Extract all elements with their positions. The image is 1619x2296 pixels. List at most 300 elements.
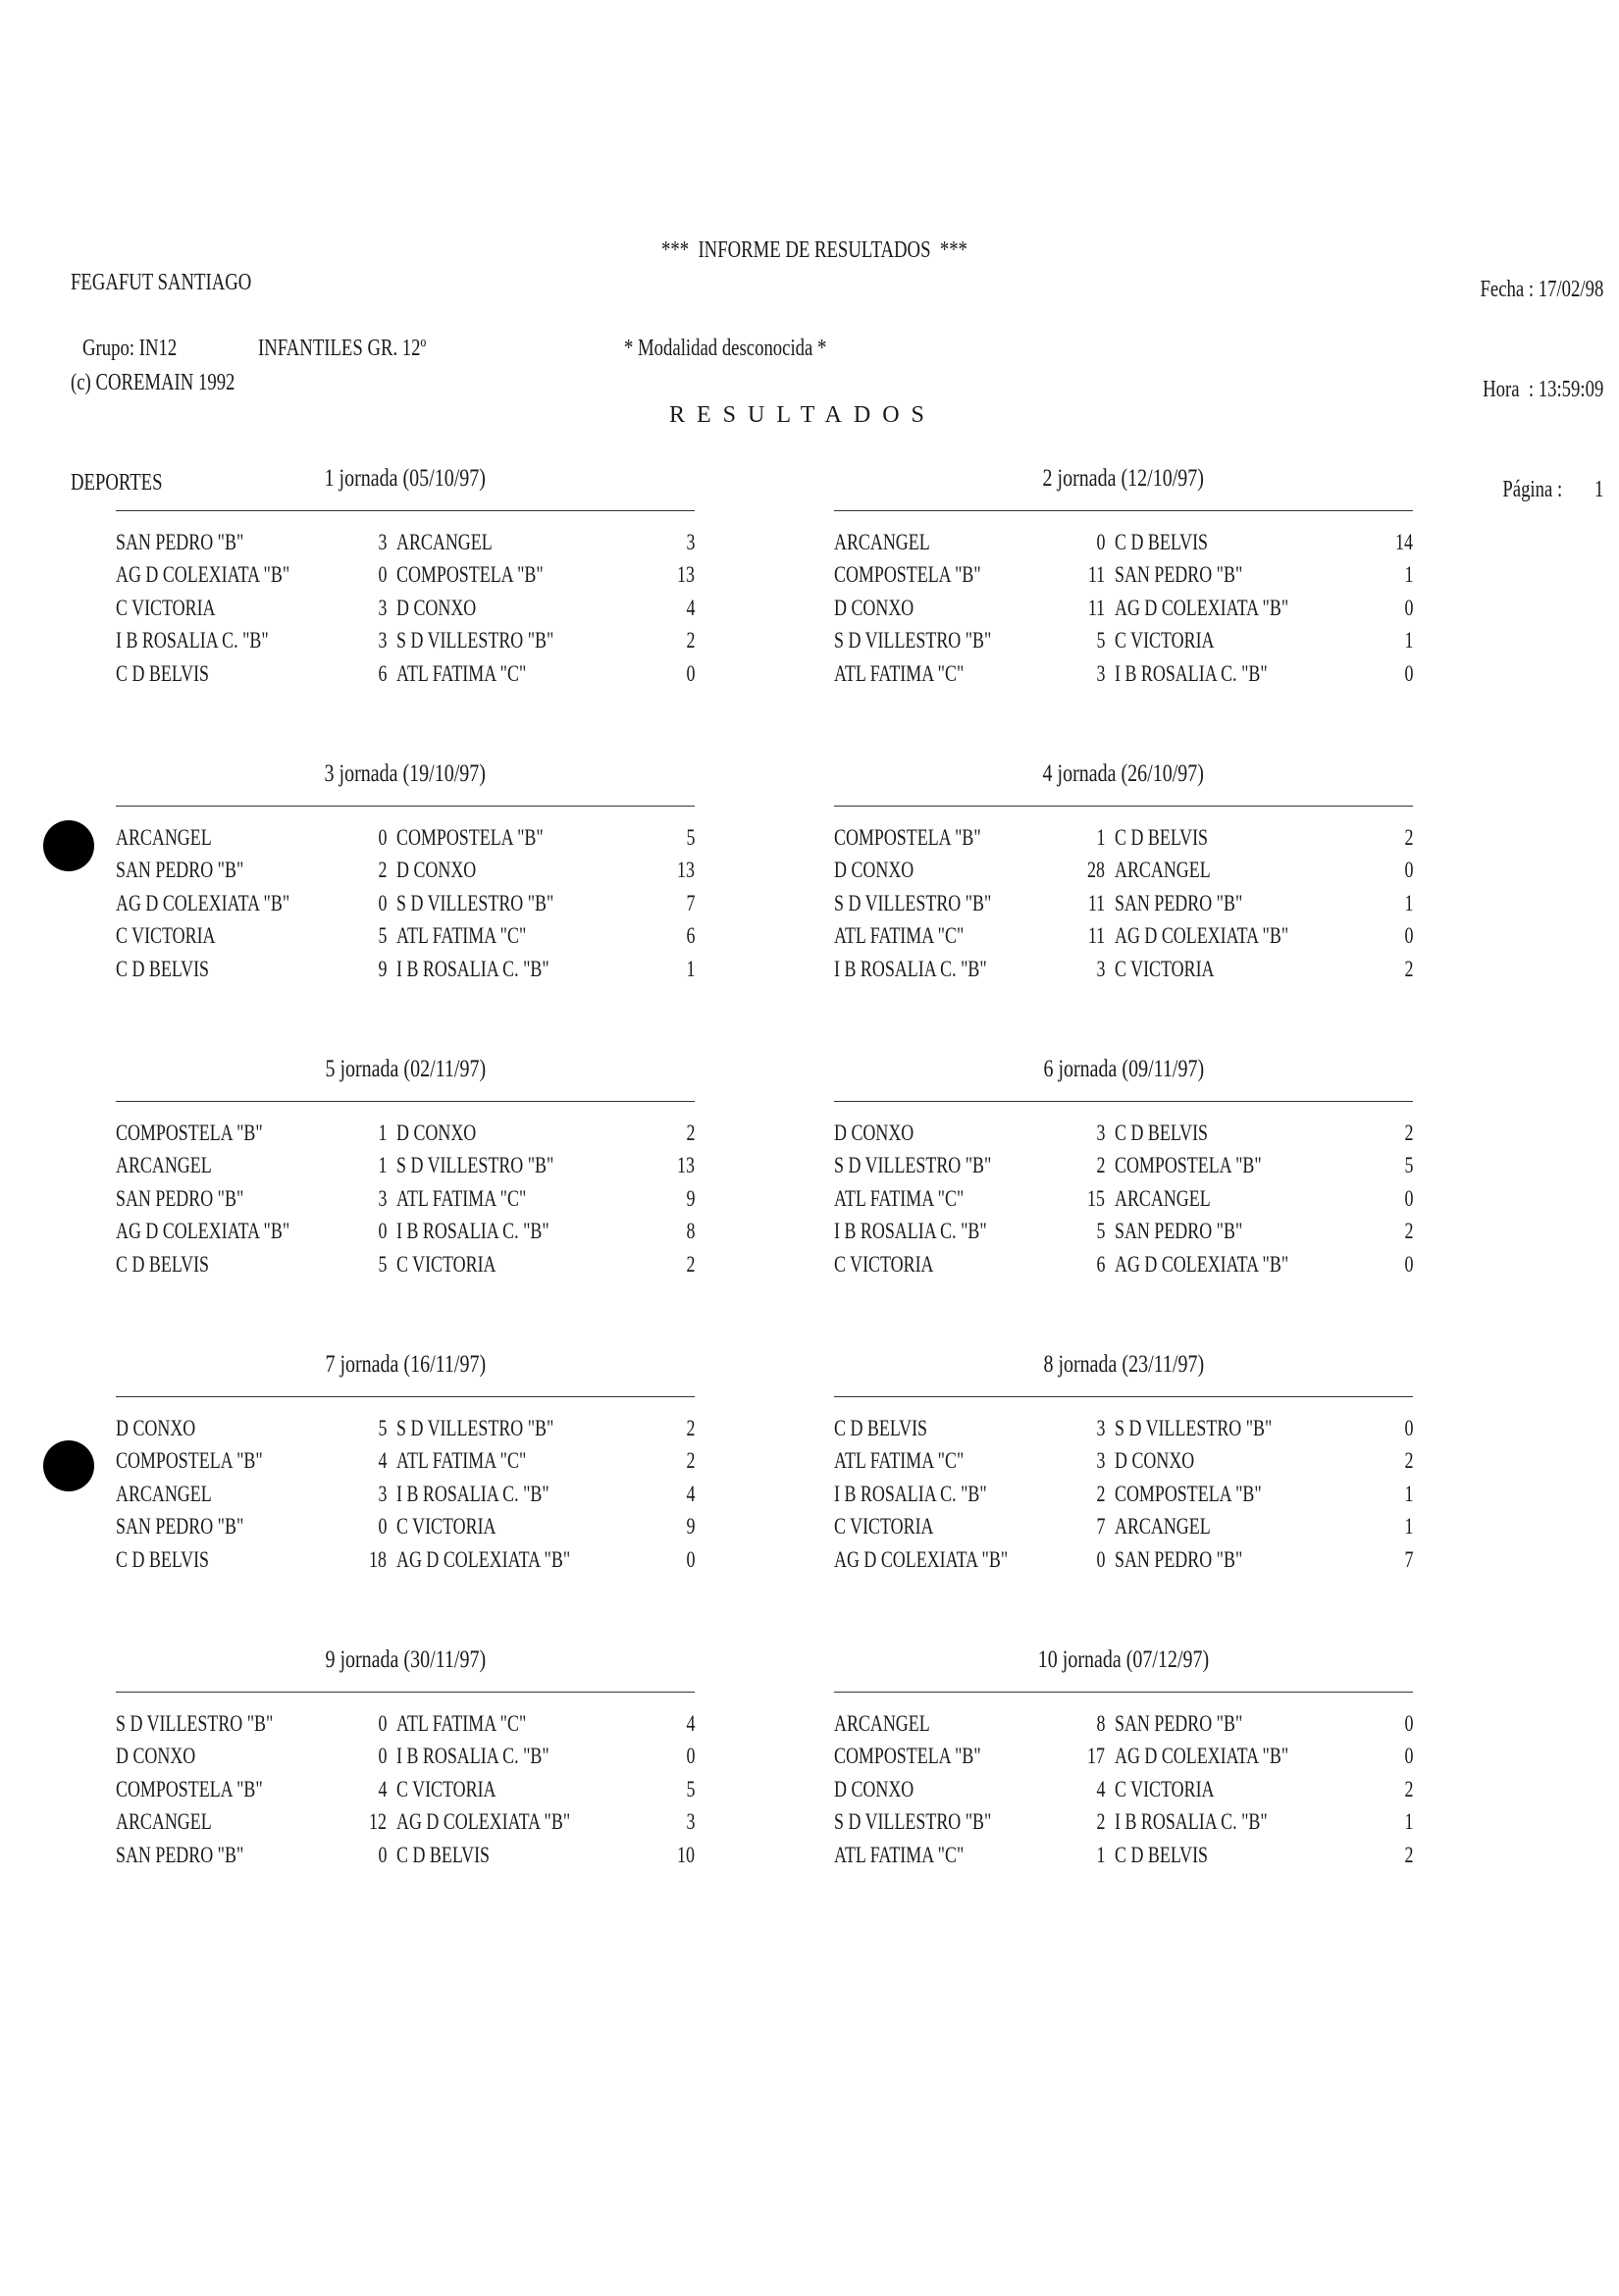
home-goals: 6	[1096, 1251, 1105, 1277]
jornada-divider	[834, 1692, 1413, 1693]
match-row	[834, 858, 1413, 890]
home-goals: 3	[378, 628, 387, 653]
away-team: AG D COLEXIATA "B"	[396, 1546, 571, 1572]
match-row	[116, 1809, 695, 1842]
match-row	[116, 530, 695, 562]
away-goals: 0	[1404, 595, 1413, 620]
away-team: C D BELVIS	[396, 1842, 491, 1867]
away-goals: 0	[1404, 1251, 1413, 1277]
away-team: C D BELVIS	[1115, 1842, 1209, 1867]
home-goals: 11	[1087, 562, 1105, 588]
away-goals: 7	[1404, 1546, 1413, 1572]
away-team: AG D COLEXIATA "B"	[396, 1809, 571, 1835]
away-goals: 5	[686, 1776, 695, 1801]
away-team: C D BELVIS	[1115, 1121, 1209, 1145]
jornada-block	[834, 465, 1413, 701]
away-goals: 0	[1404, 660, 1413, 686]
away-goals: 8	[686, 1219, 695, 1244]
away-goals: 0	[1404, 1185, 1413, 1211]
away-team: ATL FATIMA "C"	[396, 923, 527, 949]
jornada-title	[116, 1646, 695, 1674]
match-row	[834, 1252, 1413, 1284]
home-team: C D BELVIS	[834, 1416, 928, 1440]
home-team: ATL FATIMA "C"	[834, 1448, 965, 1474]
group-name: INFANTILES GR. 12º	[258, 336, 427, 361]
away-goals: 1	[686, 956, 695, 981]
home-goals: 4	[1096, 1776, 1105, 1801]
away-goals: 0	[686, 660, 695, 686]
home-team: COMPOSTELA "B"	[834, 825, 981, 850]
home-team: SAN PEDRO "B"	[116, 1514, 244, 1539]
punch-hole	[43, 820, 94, 871]
away-goals: 2	[686, 1416, 695, 1440]
away-team: AG D COLEXIATA "B"	[1115, 595, 1289, 620]
jornada-block	[834, 1646, 1413, 1882]
home-team: I B ROSALIA C. "B"	[116, 628, 269, 653]
match-row	[116, 1186, 695, 1219]
match-row	[834, 1711, 1413, 1744]
match-row	[116, 957, 695, 989]
home-team: ATL FATIMA "C"	[834, 1842, 965, 1867]
away-goals: 0	[1404, 1744, 1413, 1769]
away-team: C VICTORIA	[396, 1514, 496, 1539]
jornada-title	[834, 1056, 1413, 1083]
home-goals: 18	[369, 1546, 387, 1572]
match-row	[834, 1416, 1413, 1448]
away-team: I B ROSALIA C. "B"	[396, 956, 549, 981]
away-goals: 2	[1404, 1842, 1413, 1867]
away-goals: 4	[686, 1711, 695, 1736]
away-team: SAN PEDRO "B"	[1115, 1546, 1243, 1572]
away-goals: 2	[1404, 1448, 1413, 1474]
match-row	[116, 1219, 695, 1251]
punch-hole	[43, 1440, 94, 1491]
home-team: COMPOSTELA "B"	[834, 562, 981, 588]
away-team: D CONXO	[396, 858, 477, 883]
copyright: (c) COREMAIN 1992	[71, 370, 235, 395]
away-goals: 1	[1404, 628, 1413, 653]
match-row	[116, 1547, 695, 1580]
match-row	[116, 825, 695, 858]
home-team: D CONXO	[834, 1121, 914, 1145]
jornada-title-text: 4 jornada (26/10/97)	[1042, 760, 1205, 787]
away-team: I B ROSALIA C. "B"	[1115, 1809, 1268, 1835]
home-team: S D VILLESTRO "B"	[834, 628, 992, 653]
home-goals: 3	[1096, 956, 1105, 981]
jornada-title	[834, 465, 1413, 493]
page-number: Página : 1	[1502, 477, 1603, 502]
away-goals: 2	[1404, 1776, 1413, 1801]
group-code: Grupo: IN12	[82, 336, 178, 361]
home-team: C VICTORIA	[116, 923, 216, 949]
away-team: D CONXO	[396, 1121, 477, 1145]
home-team: ATL FATIMA "C"	[834, 1185, 965, 1211]
away-team: ARCANGEL	[1115, 858, 1211, 883]
match-row	[834, 923, 1413, 956]
home-goals: 17	[1087, 1744, 1105, 1769]
home-team: C D BELVIS	[116, 956, 210, 981]
home-goals: 0	[378, 1514, 387, 1539]
home-goals: 0	[1096, 1546, 1105, 1572]
away-team: C D BELVIS	[1115, 825, 1209, 850]
away-goals: 2	[686, 1251, 695, 1277]
home-goals: 0	[378, 562, 387, 588]
home-team: D CONXO	[116, 1744, 196, 1769]
jornada-block	[116, 1056, 695, 1291]
match-row	[116, 661, 695, 694]
home-goals: 28	[1087, 858, 1105, 883]
away-team: ATL FATIMA "C"	[396, 1185, 527, 1211]
home-goals: 0	[378, 1219, 387, 1244]
away-team: SAN PEDRO "B"	[1115, 890, 1243, 915]
home-team: I B ROSALIA C. "B"	[834, 1481, 987, 1506]
jornada-block	[834, 1056, 1413, 1291]
away-goals: 14	[1395, 530, 1413, 554]
away-team: COMPOSTELA "B"	[396, 562, 544, 588]
match-row	[116, 1448, 695, 1481]
match-row	[116, 628, 695, 660]
home-goals: 8	[1096, 1711, 1105, 1736]
away-team: ATL FATIMA "C"	[396, 1711, 527, 1736]
away-team: S D VILLESTRO "B"	[1115, 1416, 1273, 1440]
away-goals: 4	[686, 595, 695, 620]
home-team: ARCANGEL	[116, 1809, 212, 1835]
match-row	[116, 923, 695, 956]
home-team: C VICTORIA	[116, 595, 216, 620]
home-goals: 3	[1096, 1448, 1105, 1474]
jornada-block	[834, 760, 1413, 996]
jornada-block	[116, 1646, 695, 1882]
match-row	[834, 1547, 1413, 1580]
jornada-block	[116, 1351, 695, 1587]
home-team: D CONXO	[834, 1776, 914, 1801]
away-team: I B ROSALIA C. "B"	[396, 1481, 549, 1506]
match-row	[834, 1153, 1413, 1185]
away-goals: 1	[1404, 890, 1413, 915]
home-goals: 2	[1096, 1481, 1105, 1506]
away-team: C VICTORIA	[1115, 628, 1215, 653]
away-team: D CONXO	[1115, 1448, 1195, 1474]
jornada-divider	[116, 1101, 695, 1102]
away-team: ATL FATIMA "C"	[396, 660, 527, 686]
jornada-title-text: 1 jornada (05/10/97)	[324, 465, 487, 492]
away-team: C VICTORIA	[1115, 956, 1215, 981]
away-goals: 2	[686, 628, 695, 653]
away-goals: 0	[1404, 923, 1413, 949]
away-goals: 10	[677, 1842, 695, 1867]
home-goals: 2	[1096, 1153, 1105, 1178]
home-goals: 11	[1087, 595, 1105, 620]
home-team: S D VILLESTRO "B"	[834, 890, 992, 915]
match-row	[116, 1514, 695, 1546]
home-goals: 0	[1096, 530, 1105, 554]
match-row	[116, 596, 695, 628]
away-goals: 1	[1404, 1481, 1413, 1506]
jornada-title-text: 8 jornada (23/11/97)	[1043, 1351, 1204, 1378]
home-team: ARCANGEL	[834, 1711, 930, 1736]
match-row	[834, 891, 1413, 923]
jornada-title-text: 2 jornada (12/10/97)	[1042, 465, 1205, 492]
home-team: COMPOSTELA "B"	[116, 1776, 263, 1801]
away-team: D CONXO	[396, 595, 477, 620]
home-goals: 11	[1087, 923, 1105, 949]
home-team: ARCANGEL	[116, 825, 212, 850]
home-team: C D BELVIS	[116, 660, 210, 686]
match-row	[116, 1252, 695, 1284]
home-team: C D BELVIS	[116, 1251, 210, 1277]
jornada-title-text: 9 jornada (30/11/97)	[325, 1646, 486, 1673]
away-team: S D VILLESTRO "B"	[396, 628, 554, 653]
match-row	[834, 1777, 1413, 1809]
away-goals: 3	[686, 1809, 695, 1835]
home-team: ARCANGEL	[116, 1481, 212, 1506]
match-row	[834, 1482, 1413, 1514]
match-row	[116, 1153, 695, 1185]
jornada-divider	[834, 1396, 1413, 1397]
home-team: C VICTORIA	[834, 1251, 934, 1277]
away-team: AG D COLEXIATA "B"	[1115, 923, 1289, 949]
jornada-title	[834, 1351, 1413, 1379]
jornada-title-text: 6 jornada (09/11/97)	[1043, 1056, 1204, 1082]
away-team: ARCANGEL	[396, 530, 493, 554]
away-goals: 2	[686, 1448, 695, 1474]
home-goals: 9	[378, 956, 387, 981]
match-row	[834, 1219, 1413, 1251]
match-row	[834, 628, 1413, 660]
away-goals: 1	[1404, 1514, 1413, 1539]
home-team: ATL FATIMA "C"	[834, 660, 965, 686]
away-goals: 0	[1404, 1711, 1413, 1736]
report-title: *** INFORME DE RESULTADOS ***	[661, 237, 967, 263]
jornada-title-text: 5 jornada (02/11/97)	[325, 1056, 486, 1082]
home-goals: 0	[378, 1842, 387, 1867]
jornada-divider	[834, 510, 1413, 511]
away-team: ARCANGEL	[1115, 1185, 1211, 1211]
match-row	[116, 1843, 695, 1875]
away-goals: 0	[1404, 1416, 1413, 1440]
away-team: COMPOSTELA "B"	[1115, 1153, 1262, 1178]
home-team: AG D COLEXIATA "B"	[116, 562, 290, 588]
home-goals: 0	[378, 1711, 387, 1736]
away-team: COMPOSTELA "B"	[1115, 1481, 1262, 1506]
home-goals: 5	[378, 1251, 387, 1277]
away-team: SAN PEDRO "B"	[1115, 1219, 1243, 1244]
jornada-title	[116, 1351, 695, 1379]
home-team: ATL FATIMA "C"	[834, 923, 965, 949]
jornada-title	[834, 1646, 1413, 1674]
jornada-divider	[116, 806, 695, 807]
home-goals: 0	[378, 1744, 387, 1769]
away-goals: 0	[686, 1546, 695, 1572]
home-team: C D BELVIS	[116, 1546, 210, 1572]
jornada-divider	[116, 510, 695, 511]
jornada-divider	[834, 806, 1413, 807]
away-goals: 0	[1404, 858, 1413, 883]
home-team: S D VILLESTRO "B"	[116, 1711, 274, 1736]
home-goals: 3	[378, 595, 387, 620]
home-goals: 2	[1096, 1809, 1105, 1835]
home-team: D CONXO	[834, 858, 914, 883]
away-team: I B ROSALIA C. "B"	[1115, 660, 1268, 686]
jornada-title-text: 3 jornada (19/10/97)	[324, 760, 487, 787]
away-goals: 13	[677, 1153, 695, 1178]
away-goals: 2	[1404, 956, 1413, 981]
away-team: C VICTORIA	[396, 1251, 496, 1277]
home-goals: 3	[1096, 1416, 1105, 1440]
match-row	[834, 530, 1413, 562]
home-goals: 4	[378, 1776, 387, 1801]
home-team: COMPOSTELA "B"	[116, 1121, 263, 1145]
away-goals: 4	[686, 1481, 695, 1506]
away-team: ARCANGEL	[1115, 1514, 1211, 1539]
away-goals: 9	[686, 1185, 695, 1211]
away-team: S D VILLESTRO "B"	[396, 890, 554, 915]
away-goals: 13	[677, 858, 695, 883]
away-goals: 13	[677, 562, 695, 588]
jornada-divider	[116, 1692, 695, 1693]
home-team: AG D COLEXIATA "B"	[116, 1219, 290, 1244]
away-goals: 6	[686, 923, 695, 949]
report-time: Hora : 13:59:09	[1482, 377, 1603, 402]
home-goals: 5	[1096, 628, 1105, 653]
away-team: SAN PEDRO "B"	[1115, 1711, 1243, 1736]
match-row	[834, 1843, 1413, 1875]
jornada-title	[116, 465, 695, 493]
jornada-title	[834, 760, 1413, 788]
match-row	[834, 1186, 1413, 1219]
home-goals: 3	[1096, 660, 1105, 686]
away-goals: 2	[1404, 825, 1413, 850]
away-team: I B ROSALIA C. "B"	[396, 1219, 549, 1244]
home-team: SAN PEDRO "B"	[116, 530, 244, 554]
home-team: S D VILLESTRO "B"	[834, 1153, 992, 1178]
home-team: AG D COLEXIATA "B"	[116, 890, 290, 915]
section-title: RESULTADOS	[669, 402, 936, 428]
match-row	[116, 1711, 695, 1744]
match-row	[116, 858, 695, 890]
home-team: D CONXO	[834, 595, 914, 620]
match-row	[116, 1121, 695, 1153]
home-goals: 2	[378, 858, 387, 883]
match-row	[116, 891, 695, 923]
home-team: AG D COLEXIATA "B"	[834, 1546, 1009, 1572]
jornada-title	[116, 1056, 695, 1083]
home-goals: 4	[378, 1448, 387, 1474]
home-team: I B ROSALIA C. "B"	[834, 1219, 987, 1244]
jornada-divider	[116, 1396, 695, 1397]
away-team: AG D COLEXIATA "B"	[1115, 1251, 1289, 1277]
match-row	[834, 562, 1413, 595]
away-goals: 5	[1404, 1153, 1413, 1178]
home-goals: 15	[1087, 1185, 1105, 1211]
org-name: FEGAFUT SANTIAGO	[71, 270, 252, 295]
match-row	[834, 825, 1413, 858]
away-goals: 2	[1404, 1121, 1413, 1145]
home-goals: 1	[1096, 1842, 1105, 1867]
away-team: ATL FATIMA "C"	[396, 1448, 527, 1474]
report-date: Fecha : 17/02/98	[1480, 277, 1603, 302]
jornada-block	[116, 760, 695, 996]
away-team: AG D COLEXIATA "B"	[1115, 1744, 1289, 1769]
away-goals: 3	[686, 530, 695, 554]
away-goals: 0	[686, 1744, 695, 1769]
away-goals: 7	[686, 890, 695, 915]
home-team: I B ROSALIA C. "B"	[834, 956, 987, 981]
home-goals: 5	[1096, 1219, 1105, 1244]
home-goals: 11	[1087, 890, 1105, 915]
home-goals: 3	[378, 1481, 387, 1506]
home-goals: 6	[378, 660, 387, 686]
away-goals: 2	[1404, 1219, 1413, 1244]
away-team: COMPOSTELA "B"	[396, 825, 544, 850]
match-row	[116, 1744, 695, 1776]
home-team: SAN PEDRO "B"	[116, 1842, 244, 1867]
match-row	[116, 1482, 695, 1514]
home-team: ARCANGEL	[834, 530, 930, 554]
home-team: COMPOSTELA "B"	[116, 1448, 263, 1474]
home-goals: 5	[378, 1416, 387, 1440]
home-goals: 0	[378, 890, 387, 915]
home-goals: 1	[378, 1121, 387, 1145]
away-goals: 1	[1404, 562, 1413, 588]
match-row	[834, 1448, 1413, 1481]
home-team: SAN PEDRO "B"	[116, 1185, 244, 1211]
group-modality: * Modalidad desconocida *	[624, 336, 827, 361]
home-team: COMPOSTELA "B"	[834, 1744, 981, 1769]
away-team: C VICTORIA	[1115, 1776, 1215, 1801]
home-team: SAN PEDRO "B"	[116, 858, 244, 883]
match-row	[834, 661, 1413, 694]
home-goals: 3	[378, 1185, 387, 1211]
match-row	[834, 596, 1413, 628]
home-goals: 3	[1096, 1121, 1105, 1145]
match-row	[834, 1809, 1413, 1842]
jornada-divider	[834, 1101, 1413, 1102]
match-row	[834, 1514, 1413, 1546]
department: DEPORTES	[71, 470, 163, 496]
away-team: S D VILLESTRO "B"	[396, 1416, 554, 1440]
match-row	[834, 1121, 1413, 1153]
match-row	[834, 957, 1413, 989]
home-goals: 3	[378, 530, 387, 554]
home-team: S D VILLESTRO "B"	[834, 1809, 992, 1835]
away-goals: 5	[686, 825, 695, 850]
header-right	[1480, 206, 1603, 540]
away-team: I B ROSALIA C. "B"	[396, 1744, 549, 1769]
match-row	[116, 1416, 695, 1448]
home-goals: 0	[378, 825, 387, 850]
jornada-title	[116, 760, 695, 788]
home-team: C VICTORIA	[834, 1514, 934, 1539]
home-team: ARCANGEL	[116, 1153, 212, 1178]
home-goals: 5	[378, 923, 387, 949]
home-goals: 1	[1096, 825, 1105, 850]
match-row	[834, 1744, 1413, 1776]
away-team: SAN PEDRO "B"	[1115, 562, 1243, 588]
away-team: C D BELVIS	[1115, 530, 1209, 554]
jornada-block	[834, 1351, 1413, 1587]
home-team: D CONXO	[116, 1416, 196, 1440]
match-row	[116, 562, 695, 595]
jornada-title-text: 10 jornada (07/12/97)	[1037, 1646, 1210, 1673]
away-team: C VICTORIA	[396, 1776, 496, 1801]
jornada-title-text: 7 jornada (16/11/97)	[325, 1351, 486, 1378]
home-goals: 7	[1096, 1514, 1105, 1539]
home-goals: 1	[378, 1153, 387, 1178]
away-goals: 1	[1404, 1809, 1413, 1835]
away-team: S D VILLESTRO "B"	[396, 1153, 554, 1178]
away-goals: 2	[686, 1121, 695, 1145]
